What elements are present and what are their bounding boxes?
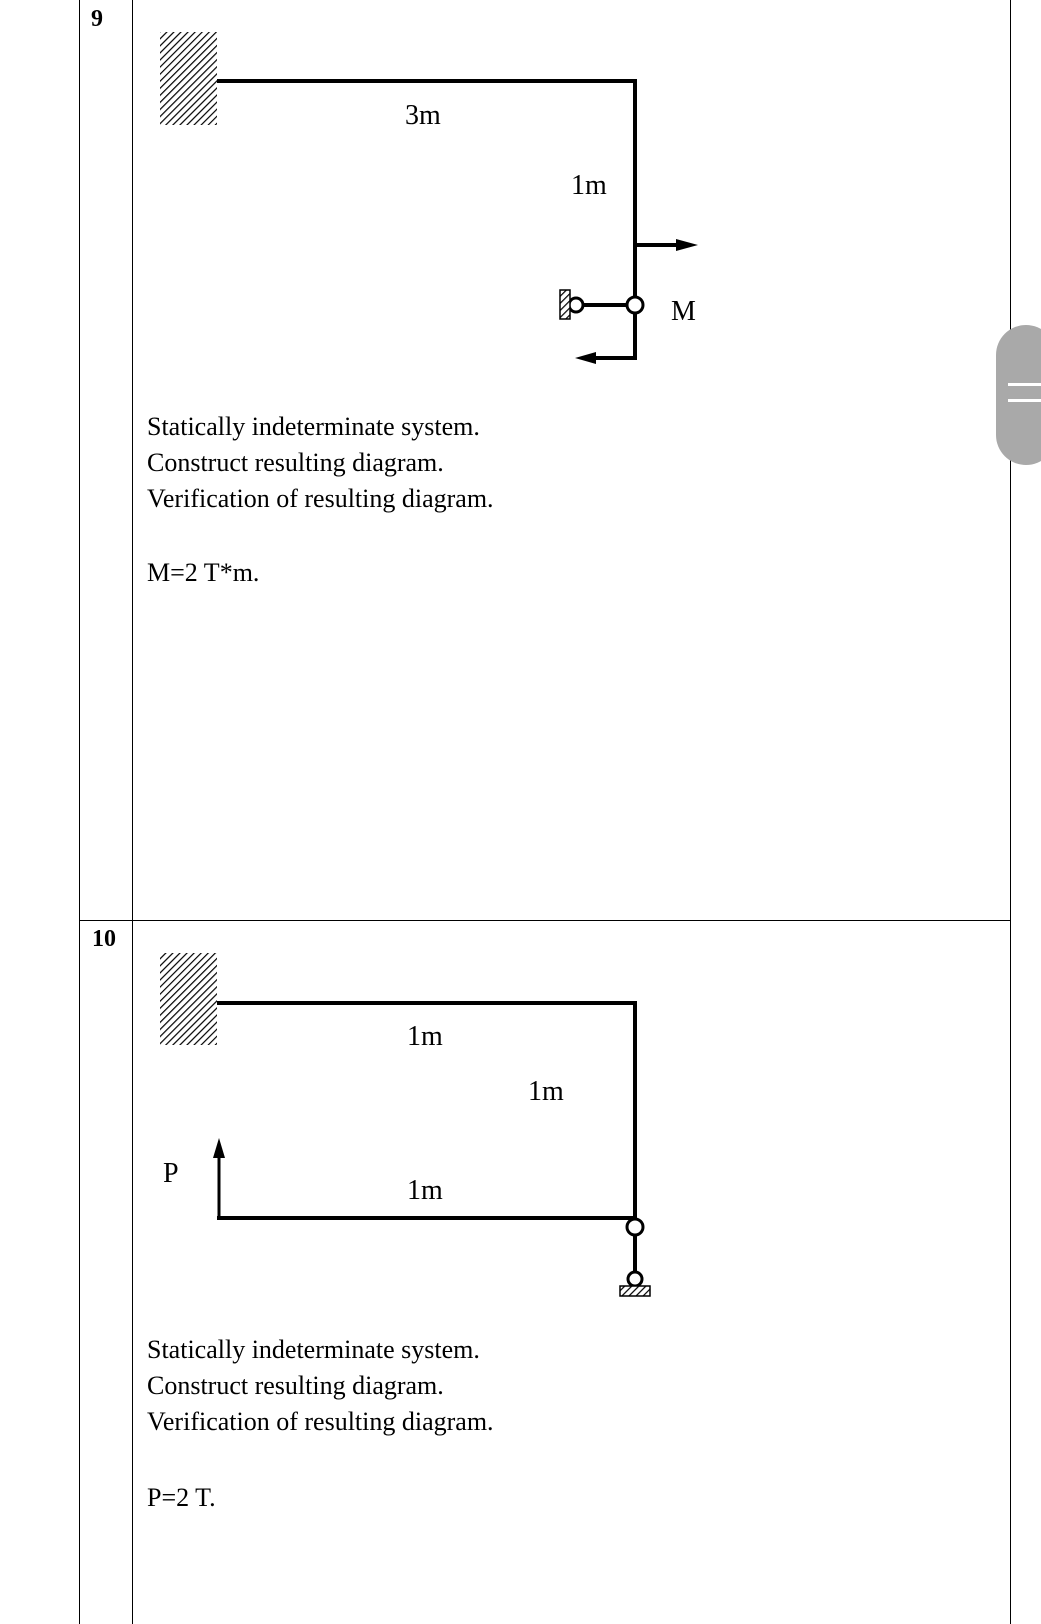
left-arrowhead [575, 352, 596, 364]
dimension-label-top-1m: 1m [407, 1021, 443, 1052]
description-line: Construct resulting diagram. [147, 1371, 444, 1400]
moment-label: M [671, 296, 696, 327]
hinge [627, 297, 643, 313]
problem-number: 9 [91, 6, 103, 32]
load-label-p: P [163, 1158, 179, 1189]
problem-description [147, 409, 494, 517]
hinge [627, 1219, 643, 1235]
fixed-support [160, 953, 217, 1045]
problem-parameter: P=2 T. [147, 1483, 216, 1512]
problem-description [147, 1332, 494, 1440]
description-line: Statically indeterminate system. [147, 1335, 480, 1364]
description-line: Statically indeterminate system. [147, 412, 480, 441]
fixed-support [160, 32, 217, 125]
support-ground [620, 1286, 650, 1296]
description-line: Construct resulting diagram. [147, 448, 444, 477]
description-line: Verification of resulting diagram. [147, 484, 494, 513]
frame-diagram-9 [0, 0, 1041, 400]
support-pin [569, 298, 583, 312]
dimension-label-vertical-1m: 1m [528, 1076, 564, 1107]
load-arrowhead [213, 1138, 225, 1158]
problem-number: 10 [92, 926, 116, 952]
right-arrowhead [676, 239, 698, 251]
dimension-label-bottom-1m: 1m [407, 1175, 443, 1206]
description-line: Verification of resulting diagram. [147, 1407, 494, 1436]
problem-parameter: M=2 T*m. [147, 558, 260, 587]
dimension-label-3m: 3m [405, 100, 441, 131]
dimension-label-1m: 1m [571, 170, 607, 201]
support-pin [628, 1272, 642, 1286]
support-wall [560, 290, 570, 319]
frame-diagram-10 [0, 920, 1041, 1320]
